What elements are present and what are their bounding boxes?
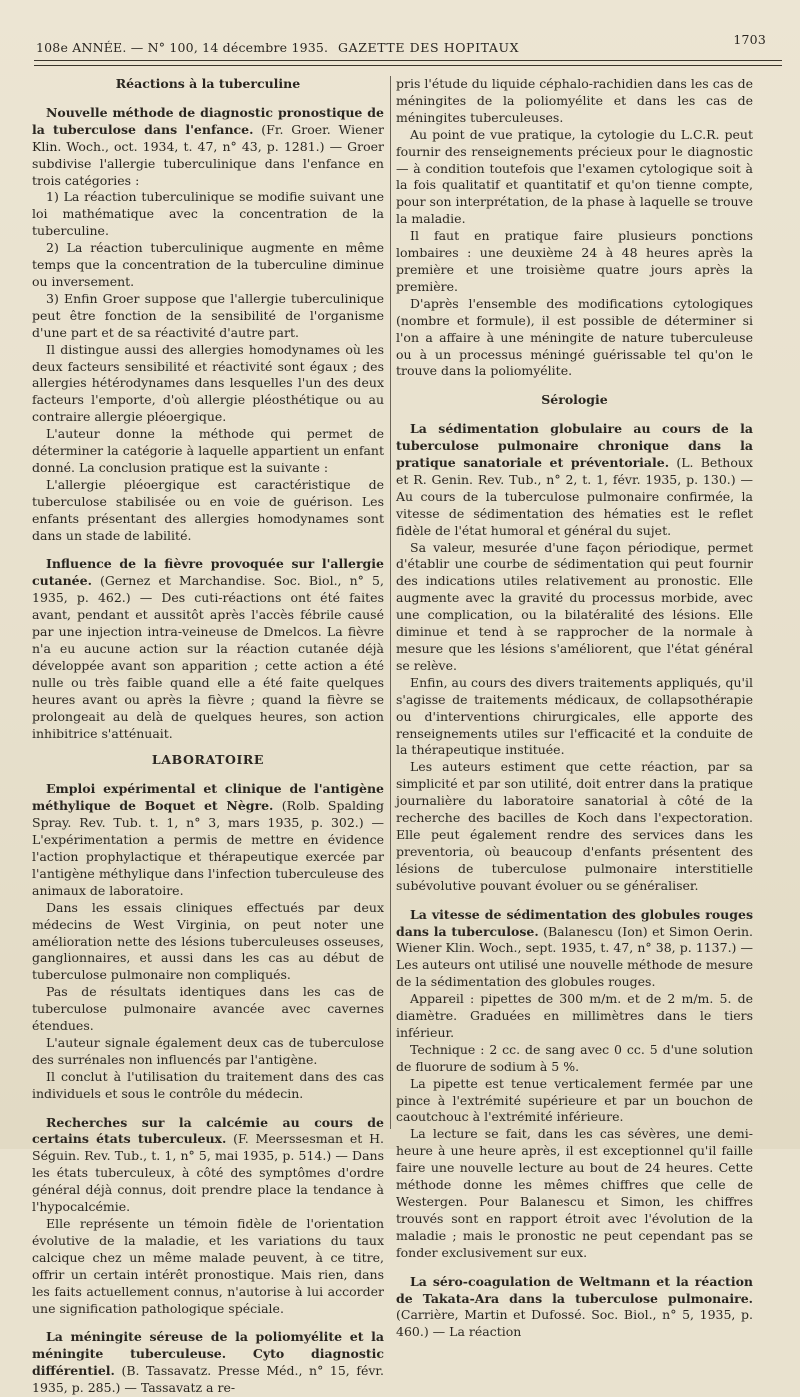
article-reference: (F. Meerssesman et H. Séguin. Rev. Tub., t. 1, n° 5, mai 1935, p. 514.) — Dans les états tuberculeux, à côté des symptômes d'ordre général déjà connus, doit prendre place la tendance à l'hypocalcémie. [32, 1131, 385, 1215]
article [32, 556, 384, 742]
issue-line: 108e ANNÉE. — N° 100, 14 décembre 1935. [36, 40, 329, 55]
article-continuation [396, 76, 753, 380]
header-rule [34, 60, 782, 61]
right-column [396, 76, 753, 1340]
paragraph: L'auteur donne la méthode qui permet de déterminer la catégorie à laquelle appartient un enfant donné. La conclusion pratique est la suivante : [32, 426, 384, 475]
section-heading: LABORATOIRE [151, 752, 265, 768]
section-heading: Réactions à la tuberculine [115, 76, 301, 91]
article [32, 105, 384, 545]
page-number: 1703 [733, 32, 766, 47]
paragraph: Il conclut à l'utilisation du traitement dans des cas individuels et sous le contrôle du médecin. [32, 1068, 384, 1101]
paragraph: Sa valeur, mesurée d'une façon périodique, permet d'établir une courbe de sédimentation qui peut fournir des indications utiles relativement au pronostic. Elle augmente avec la gravité du processus morbide, avec une complication, ou la bilatéralité des lésions. Elle diminue et tend à se rapprocher de la normale à mesure que les lésions s'améliorent, que l'état général se relève. [396, 539, 753, 673]
article-title: Recherches sur la calcémie au cours de certains états tuberculeux. [32, 1114, 384, 1147]
article [32, 781, 384, 1102]
paragraph: D'après l'ensemble des modifications cytologiques (nombre et formule), il est possible de déterminer si l'on a affaire à une méningite de nature tuberculeuse ou à un processus méningé guérissable tel qu'on le trouve dans la poliomyélite. [396, 295, 753, 379]
paragraph: Pas de résultats identiques dans les cas de tuberculose pulmonaire avancée avec cavernes étendues. [32, 984, 384, 1034]
section-heading: Sérologie [541, 392, 608, 408]
paragraph: Au point de vue pratique, la cytologie du L.C.R. peut fournir des renseignements précieux pour le diagnostic — à condition toutefois que l'examen cytologique soit à la fois qualitatif et quantitatif et qu'on tienne compte, pour son interprétation, de la phase à laquelle se trouve la maladie. [396, 126, 753, 227]
journal-title: GAZETTE DES HOPITAUX [338, 40, 520, 55]
article-reference: (Balanescu (Ion) et Simon Oerin. Wiener Klin. Woch., sept. 1935, t. 47, n° 38, p. 1137.) — Les auteurs ont utilisé une nouvelle méthode de mesure de la sédimentation des globules rouges. [396, 923, 753, 990]
paragraph: La pipette est tenue verticalement fermée par une pince à l'extrémité supérieure et par un bouchon de caoutchouc à l'extrémité inférieure. [396, 1075, 753, 1125]
paragraph: L'auteur signale également deux cas de tuberculose des surrénales non influencés par l'antigène. [32, 1034, 384, 1067]
paragraph: 2) La réaction tuberculinique augmente en même temps que la concentration de la tuberculine diminue ou inversement. [32, 240, 384, 289]
article-title: Nouvelle méthode de diagnostic pronostique de la tuberculose dans l'enfance. [32, 104, 384, 137]
running-header [30, 32, 770, 56]
paragraph: Enfin, au cours des divers traitements appliqués, qu'il s'agisse de traitements médicaux, de collapsothérapie ou d'interventions chirurgicales, elle apporte des renseignements utiles sur l'efficacité et la conduite de la thérapeutique instituée. [396, 674, 753, 758]
article-title: La sédimentation globulaire au cours de la tuberculose pulmonaire chronique dans la pratique sanatoriale et préventoriale. [396, 421, 753, 471]
paragraph: Il faut en pratique faire plusieurs ponctions lombaires : une deuxième 24 à 48 heures après la première et une troisième quatre jours après la première. [396, 228, 753, 294]
article [32, 1115, 384, 1318]
article-reference: (B. Tassavatz. Presse Méd., n° 15, févr. 1935, p. 285.) — Tassavatz a re- [32, 1363, 384, 1396]
article-reference: (Fr. Groer. Wiener Klin. Woch., oct. 1934, t. 47, n° 43, p. 1281.) — Groer subdivise l'allergie tuberculinique dans l'enfance en trois catégories : [32, 121, 384, 188]
article-reference: (Carrière, Martin et Dufossé. Soc. Biol., n° 5, 1935, p. 460.) — La réaction [396, 1307, 753, 1340]
header-rule-thin [34, 65, 782, 66]
article-reference: (L. Bethoux et R. Genin. Rev. Tub., n° 2, t. 1, févr. 1935, p. 130.) — Au cours de la tuberculose pulmonaire confirmée, la vitesse de sédimentation des hématies est le reflet fidèle de l'état humoral et général du sujet. [396, 455, 753, 538]
paragraph: L'allergie pléoergique est caractéristique de tuberculose stabilisée ou en voie de guérison. Les enfants présentant des allergies homodynames sont dans un stade de labilité. [32, 476, 384, 543]
article [396, 421, 753, 894]
article-title: Influence de la fièvre provoquée sur l'allergie cutanée. [32, 556, 384, 589]
paragraph: Appareil : pipettes de 300 m/m. et de 2 m/m. 5. de diamètre. Graduées en millimètres dans le tiers inférieur. [396, 991, 753, 1040]
article [32, 1329, 384, 1397]
paragraph: Il distingue aussi des allergies homodynames où les deux facteurs sensibilité et réactivité sont égaux ; des allergies hétérodynames dans lesquelles l'un des deux facteurs l'emporte, d'où allergie pléosthétique ou au contraire allergie pléoergique. [32, 341, 384, 425]
article-title: La séro-coagulation de Weltmann et la réaction de Takata-Ara dans la tuberculose pulmonaire. [396, 1273, 753, 1306]
article-title: Emploi expérimental et clinique de l'antigène méthylique de Boquet et Nègre. [32, 781, 384, 814]
article [396, 1274, 753, 1342]
left-column [32, 76, 385, 1396]
article [396, 907, 753, 1262]
article-reference: (Rolb. Spalding Spray. Rev. Tub. t. 1, n° 3, mars 1935, p. 302.) — L'expérimentation a permis de mettre en évidence l'action prophylactique et thérapeutique exercée par l'antigène méthylique dans l'infection tuberculeuse des animaux de laboratoire. [32, 798, 384, 898]
paragraph: Dans les essais cliniques effectués par deux médecins de West Virginia, on peut noter une amélioration nette des lésions tuberculeuses osseuses, ganglionnaires, et aussi dans les cas au début de tuberculose pulmonaire non compliqués. [32, 899, 384, 983]
article-title: La vitesse de sédimentation des globules rouges dans la tuberculose. [396, 906, 753, 939]
paragraph: Elle représente un témoin fidèle de l'orientation évolutive de la maladie, et les variations du taux calcique chez un même malade peuvent, à ce titre, offrir un certain intérêt pronostique. Mais rien, dans les faits actuellement connus, n'autorise à lui accorder une signification pathologique spéciale. [32, 1216, 384, 1316]
paragraph: pris l'étude du liquide céphalo-rachidien dans les cas de méningites de la poliomyélite et dans les cas de méningites tuberculeuses. [396, 76, 753, 125]
paragraph: 3) Enfin Groer suppose que l'allergie tuberculinique peut être fonction de la sensibilité de l'organisme d'une part et de sa réactivité d'autre part. [32, 290, 384, 340]
paragraph: 1) La réaction tuberculinique se modifie suivant une loi mathématique avec la concentration de la tuberculine. [32, 189, 384, 239]
paragraph: La lecture se fait, dans les cas sévères, une demi-heure à une heure après, il est exceptionnel qu'il faille faire une nouvelle lecture au bout de 24 heures. Cette méthode donne les mêmes chiffres que celle de Westergen. Pour Balanescu et Simon, les chiffres trouvés sont en rapport étroit avec l'évolution de la maladie ; mais le pronostic ne peut cependant pas se fonder exclusivement sur eux. [396, 1126, 753, 1260]
article-reference: (Gernez et Marchandise. Soc. Biol., n° 5, 1935, p. 462.) — Des cuti-réactions ont été faites avant, pendant et aussitôt après l'accès fébrile causé par une injection intra-veineuse de Dmelcos. La fièvre n'a eu aucune action sur la réaction cutanée déjà développée avant son apparition ; cette action a été nulle ou très faible quand elle a été faite quelques heures avant ou après la fièvre ; quand la fièvre se prolongeait au delà de quelques heures, son action inhibitrice s'atténuait. [32, 573, 384, 741]
paragraph: Les auteurs estiment que cette réaction, par sa simplicité et par son utilité, doit entrer dans la pratique journalière du laboratoire sanatorial à côté de la recherche des bacilles de Koch dans l'expectoration. Elle peut également rendre des services dans les preventoria, où beaucoup d'enfants présentent des lésions de tuberculose pulmonaire interstitielle subévolutive pouvant évoluer ou se généraliser. [396, 759, 753, 893]
column-divider [390, 76, 391, 1129]
article-title: La méningite séreuse de la poliomyélite et la méningite tuberculeuse. Cyto diagnostic différentiel. [32, 1329, 384, 1379]
paragraph: Technique : 2 cc. de sang avec 0 cc. 5 d'une solution de fluorure de sodium à 5 %. [396, 1041, 753, 1074]
